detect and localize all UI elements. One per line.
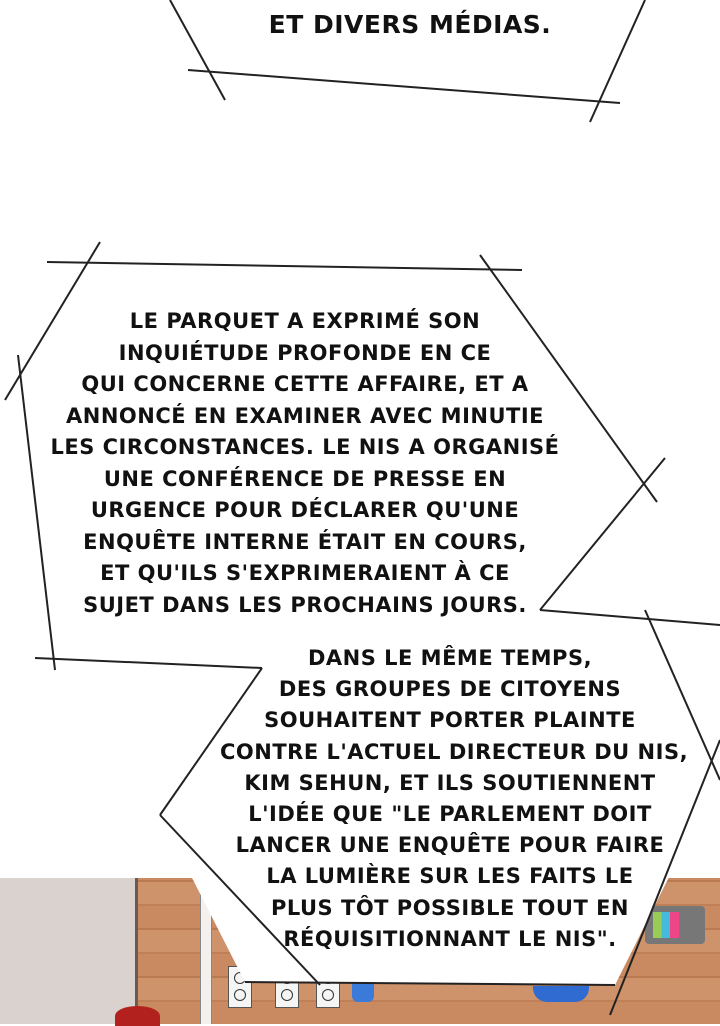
caption-middle [40,306,570,621]
caption-line: KIM SEHUN, ET ILS SOUTIENNENT [244,770,656,795]
caption-line: LA LUMIÈRE SUR LES FAITS LE [266,864,634,889]
caption-top [210,10,610,39]
caption-line: INQUIÉTUDE PROFONDE EN CE [118,340,492,365]
caption-line: URGENCE POUR DÉCLARER QU'UNE [90,498,520,522]
caption-line: LE PARQUET A EXPRIMÉ SON [129,309,481,333]
caption-line: DES GROUPES DE CITOYENS [278,677,622,702]
caption-line: RÉQUISITIONNANT LE NIS". [283,926,617,951]
caption-line: DANS LE MÊME TEMPS, [307,646,593,670]
caption-line: LES CIRCONSTANCES. LE NIS A ORGANISÉ [50,435,560,459]
caption-line: ET QU'ILS S'EXPRIMERAIENT À CE [100,561,510,585]
caption-line: PLUS TÔT POSSIBLE TOUT EN [270,895,629,920]
caption-line: L'IDÉE QUE "LE PARLEMENT DOIT [248,802,652,827]
caption-line: SOUHAITENT PORTER PLAINTE [264,708,636,733]
caption-line: LANCER UNE ENQUÊTE POUR FAIRE [235,833,665,858]
caption-line: ANNONCÉ EN EXAMINER AVEC MINUTIE [66,403,544,428]
caption-line: QUI CONCERNE CETTE AFFAIRE, ET A [81,372,529,396]
caption-line: UNE CONFÉRENCE DE PRESSE EN [103,466,507,491]
caption-bottom [220,643,689,955]
caption-line: CONTRE L'ACTUEL DIRECTEUR DU NIS, [220,739,689,764]
caption-line: ET DIVERS MÉDIAS. [268,10,552,39]
caption-line: SUJET DANS LES PROCHAINS JOURS. [83,592,527,617]
caption-line: ENQUÊTE INTERNE ÉTAIT EN COURS, [83,529,527,554]
